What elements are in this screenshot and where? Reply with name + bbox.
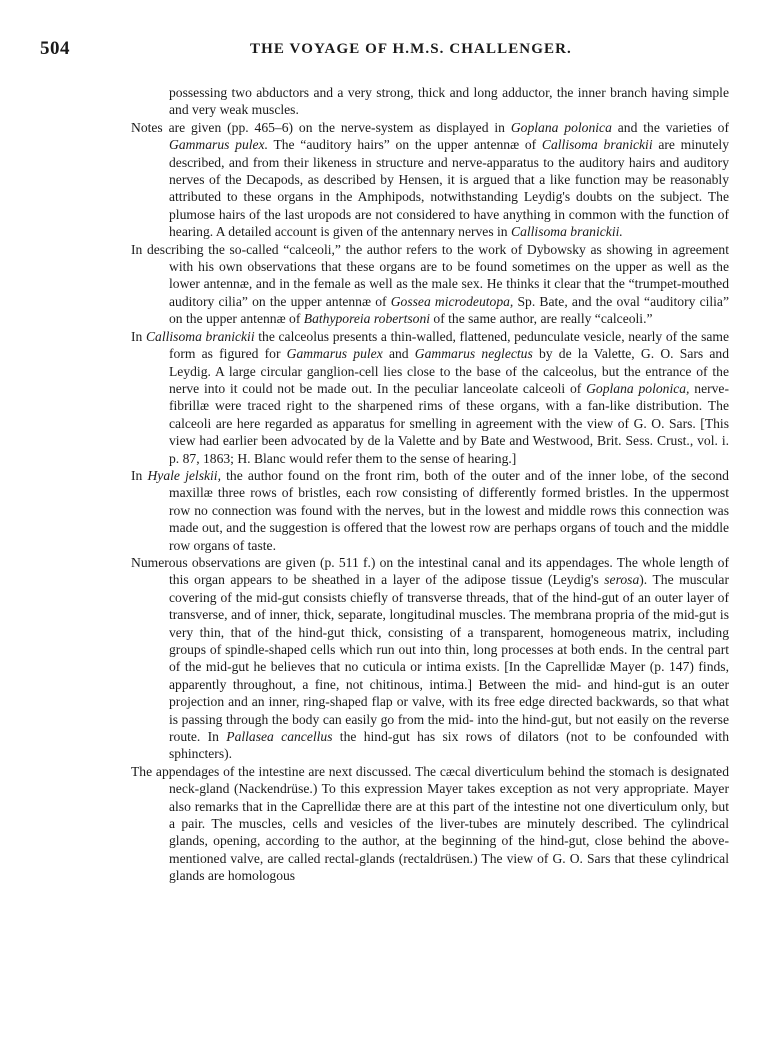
running-title: THE VOYAGE OF H.M.S. CHALLENGER. <box>250 41 572 57</box>
text-run: possessing two abductors and a very strong, thick and long adductor, the inner branch having simple and very weak muscles. <box>169 85 729 118</box>
italic-text-run: Callisoma branickii. <box>511 224 623 240</box>
text-run: Sp. Bate, and the oval “auditory cilia” on the upper antennæ of <box>169 293 729 327</box>
italic-text-run: Pallasea cancellus <box>226 729 333 745</box>
italic-text-run: Gammarus neglectus <box>414 346 533 362</box>
text-run: The appendages of the intestine are next discussed. The cæcal diverticulum behind the stomach is designated neck-gland (Nackendrüse.) To this expression Mayer takes exception as not very appropriate. Mayer also remarks that in the Caprellidæ there are at this part of the intestine not one diverticulum only, but a pair. The muscles, cells and vesicles of the liver-tubes are minutely described. The cylindrical glands, opening, according to the author, at the beginning of the hind-gut, close behind the above-mentioned valve, are called rectal-glands (rectaldrüsen.) The view of G. O. Sars that these cylindrical glands are homologous <box>131 763 729 884</box>
text-run: of the same author, are really “calceoli.” <box>430 311 653 327</box>
italic-text-run: Goplana polonica <box>510 119 612 135</box>
italic-text-run: Goplana polonica, <box>586 380 690 396</box>
text-run: the calceolus presents a thin-walled, flattened, pedunculate vesicle, nearly of the same form as figured for <box>169 328 730 362</box>
text-run: the hind-gut has six rows of dilators (not to be confounded with sphincters). <box>169 729 730 762</box>
text-run: In describing the so-called “calceoli,” the author refers to the work of Dybowsky as showing in agreement with his own observations that these organs are to be found sometimes on the upper as well as the lower antennæ, and in the female as well as the male sex. He thinks it clear that the “trumpet-mouthed auditory cilia” on the upper antennæ of <box>131 241 729 309</box>
italic-text-run: Gammarus pulex <box>286 346 383 362</box>
italic-text-run: Gossea microdeutopa, <box>390 293 514 309</box>
text-run: Numerous observations are given (p. 511 f.) on the intestinal canal and its appendages. The whole length of this organ appears to be sheathed in a layer of the adipose tissue (Leydig's <box>131 554 729 588</box>
italic-text-run: Gammarus pulex. <box>169 137 268 153</box>
page-number: 504 <box>40 38 70 59</box>
text-run: The “auditory hairs” on the upper antennæ of <box>267 137 542 153</box>
text-run: Notes are given (pp. 465–6) on the nerve-system as displayed in <box>131 119 511 135</box>
paragraph <box>131 241 729 328</box>
text-run: by de la Valette, G. O. Sars and Leydig. A large circular ganglion-cell lies close to the base of the calceolus, but the entrance of the nerve into it could not be made out. In the peculiar lanceolate calceoli of <box>169 346 729 396</box>
italic-text-run: Callisoma branickii <box>145 328 255 344</box>
text-run: and the varieties of <box>611 119 729 135</box>
paragraph <box>131 467 729 554</box>
italic-text-run: Callisoma branickii <box>541 137 653 153</box>
text-run: nerve-fibrillæ were traced right to the sharpened rims of these organs, with a fan-like distribution. The calceoli are here regarded as apparatus for smelling in agreement with the view of G. O. Sars. [This view had earlier been advocated by de la Valette and by Bate and Westwood, Brit. Sess. Crust., vol. i. p. 87, 1863; H. Blanc would refer them to the sense of hearing.] <box>169 380 729 466</box>
text-run: are minutely described, and from their likeness in structure and nerve-apparatus to the auditory hairs and auditory nerves of the Decapods, as described by Hensen, it is argued that a like function may be reasonably attributed to these organs in the Amphipods, notwithstanding Leydig's doubts on the subject. The plumose hairs of the last uropods are not considered to have anything in common with the function of hearing. A detailed account is given of the antennary nerves in <box>169 137 729 240</box>
text-run: In <box>131 467 148 483</box>
paragraph <box>131 119 729 241</box>
text-run: In <box>131 328 146 344</box>
text-run: and <box>382 346 415 362</box>
italic-text-run: Hyale jelskii, <box>147 467 221 483</box>
text-run: the author found on the front rim, both of the outer and of the inner lobe, of the second maxillæ three rows of bristles, each row consisting of differently formed bristles. In the uppermost row no connection was found with the nerves, but in the lowest and middle rows this connection was made out, and the suggestion is offered that the lowest row are perhaps organs of touch and the middle row organs of taste. <box>169 467 729 553</box>
italic-text-run: Bathyporeia robertsoni <box>303 311 431 327</box>
page-header <box>40 38 740 68</box>
italic-text-run: serosa <box>604 572 640 588</box>
paragraph <box>131 84 729 119</box>
paragraph <box>131 328 729 467</box>
paragraph <box>131 554 729 763</box>
text-run: ). The muscular covering of the mid-gut consists chiefly of transverse threads, that of the hind-gut of an outer layer of transverse, and of inner, thick, separate, longitudinal muscles. The membrana propria of the mid-gut is very thin, that of the hind-gut thick, consisting of a transparent, homogeneous matrix, including groups of spindle-shaped cells which run out into thin, long processes at both ends. In the central part of the mid-gut he believes that no cuticula or intima exists. [In the Caprellidæ Mayer (p. 147) finds, apparently throughout, a fine, not chitinous, intima.] Between the mid- and hind-gut is an outer projection and an inner, ring-shaped flap or valve, with its free edge directed backwards, so that what is passing through the body can easily go from the mid- into the hind-gut, but not easily on the reverse route. In <box>169 572 729 745</box>
body-text <box>131 84 729 885</box>
paragraph <box>131 763 729 885</box>
